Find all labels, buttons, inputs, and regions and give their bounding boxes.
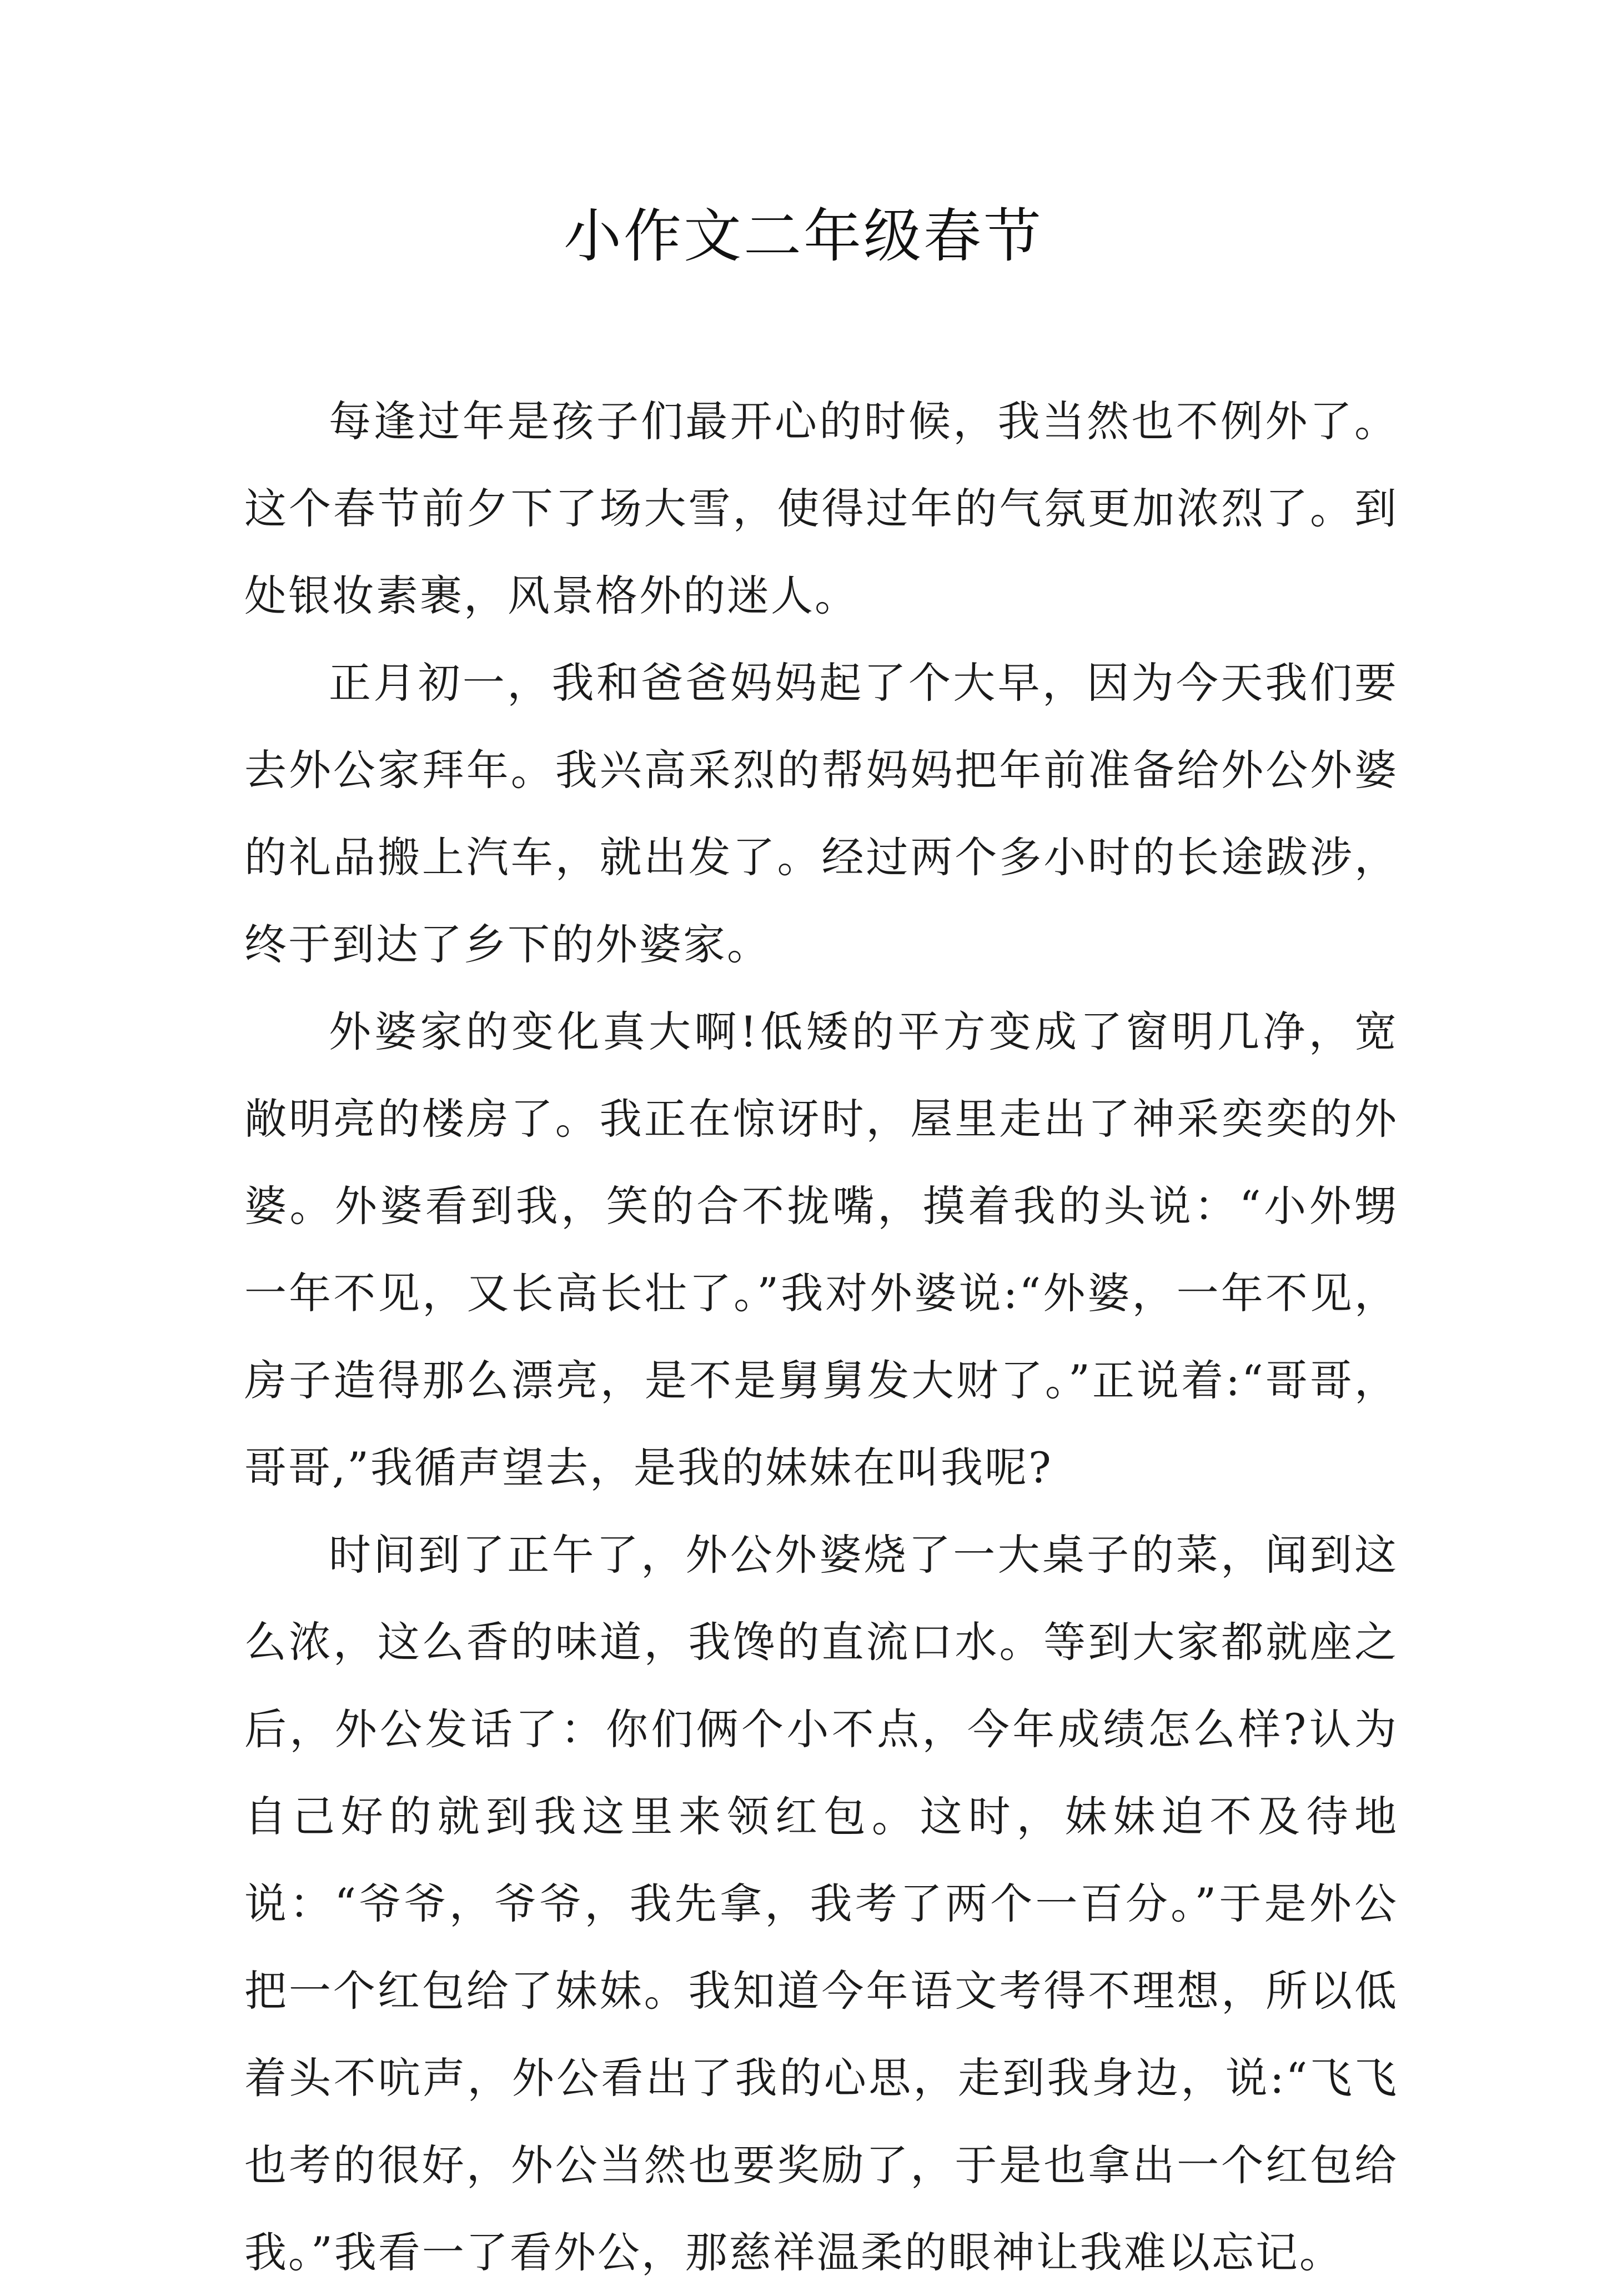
paragraph-1: 每逢过年是孩子们最开心的时候，我当然也不例外了。这个春节前夕下了场大雪，使得过年的气氛更加浓烈了。到处银妆素裹，风景格外的迷人。 (244, 397, 1398, 620)
paragraph-3: 外婆家的变化真大啊!低矮的平方变成了窗明几净，宽敞明亮的楼房了。我正在惊讶时，屋里走出了神采奕奕的外婆。外婆看到我，笑的合不拢嘴，摸着我的头说：“小外甥一年不见，又长高长壮了。”我对外婆说:“外婆，一年不见，房子造得那么漂亮，是不是舅舅发大财了。”正说着:“哥哥，哥哥,”我循声望去，是我的妹妹在叫我呢? (244, 1007, 1398, 1492)
document-title: 小作文二年级春节 (563, 202, 1043, 270)
paragraph-4: 时间到了正午了，外公外婆烧了一大桌子的菜，闻到这么浓，这么香的味道，我馋的直流口水。等到大家都就座之后，外公发话了：你们俩个小不点，今年成绩怎么样?认为自己好的就到我这里来领红包。这时，妹妹迫不及待地说：“爷爷，爷爷，我先拿，我考了两个一百分。”于是外公把一个红包给了妹妹。我知道今年语文考得不理想，所以低着头不吭声，外公看出了我的心思，走到我身边，说:“飞飞也考的很好，外公当然也要奖励了，于是也拿出一个红包给我。”我看一了看外公，那慈祥温柔的眼神让我难以忘记。 (244, 1530, 1398, 2277)
paragraph-2: 正月初一，我和爸爸妈妈起了个大早，因为今天我们要去外公家拜年。我兴高采烈的帮妈妈把年前准备给外公外婆的礼品搬上汽车，就出发了。经过两个多小时的长途跋涉，终于到达了乡下的外婆家。 (244, 658, 1398, 969)
document-body (244, 378, 1398, 2296)
